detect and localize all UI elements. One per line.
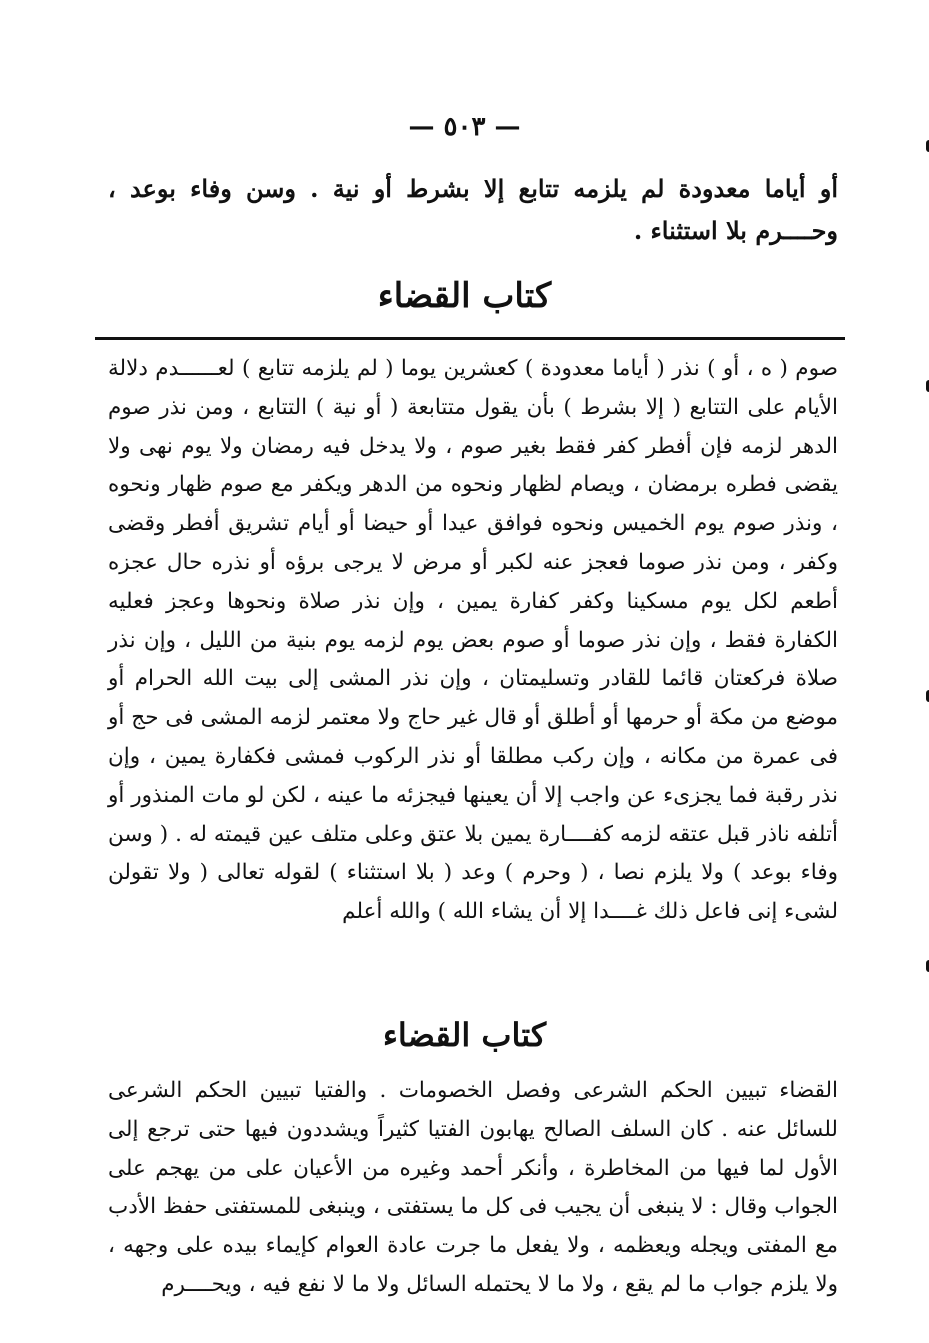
- commentary-text: صوم ( ه ، أو ) نذر ( أياما معدودة ) كعشرين يوما ( لم يلزمه تتابع ) لعــــــدم دلالة الأيام على التتابع ( إلا بشرط ) بأن يقول متتابعة ( أو نية ) التتابع ، ومن نذر صوم الدهر لزمه فإن أفطر كفر فقط بغير صوم ، ولا يدخل فيه رمضان ولا يوم نهى ولا يقضى فطره برمضان ، ويصام لظهار ونحوه من الدهر ويكفر مع صوم ظهار ونحوه ، ونذر صوم يوم الخميس ونحوه فوافق عيدا أو حيضا أو أيام تشريق أفطر وقضى وكفر ، ومن نذر صوما فعجز عنه لكبر أو مرض لا يرجى برؤه أو نذره حال عجزه أطعم لكل يوم مسكينا وكفر كفارة يمين ، وإن نذر صلاة ونحوها وعجز فعليه الكفارة فقط ، وإن نذر صوما أو صوم بعض يوم لزمه يوم بنية من الليل ، وإن نذر صلاة فركعتان قائما للقادر وتسليمتان ، وإن نذر المشى إلى بيت الله الحرام أو موضع من مكة أو حرمها أو أطلق أو قال غير حاج ولا معتمر لزمه المشى فى حج أو فى عمرة من مكانه ، وإن ركب مطلقا أو نذر الركوب فمشى فكفارة يمين ، وإن نذر رقبة فما يجزىء عن واجب إلا أن يعينها فيجزئه ما عينه ، لكن لو مات المنذور أو أتلفه ناذر قبل عتقه لزمه كفــــارة يمين بلا عتق وعلى متلف عين قيمته له . ( وسن وفاء بوعد ) ولا يلزم نصا ، ( وحرم ) وعد ( بلا استثناء ) لقوله تعالى ( ولا تقولن لشىء إنى فاعل ذلك غــــدا إلا أن يشاء الله ) والله أعلم: [108, 356, 838, 925]
- page-number: — ٥٠٣ —: [408, 112, 521, 142]
- chapter-heading: كتاب القضاء: [382, 1016, 547, 1054]
- matn-text: أو أياما معدودة لم يلزمه تتابع إلا بشرط أو نية . وسن وفاء بوعد ، وحــــرم بلا استثناء .: [108, 174, 838, 245]
- chapter-body-text: القضاء تبيين الحكم الشرعى وفصل الخصومات . والفتيا تبيين الحكم الشرعى للسائل عنه . كان السلف الصالح يهابون الفتيا كثيراً ويشددون فيها حتى ترجع إلى الأول لما فيها من المخاطرة ، وأنكر أحمد وغيره من الأعيان على من يهجم على الجواب وقال : لا ينبغى أن يجيب فى كل ما يستفتى ، وينبغى للمستفتى حفظ الأدب مع المفتى ويجله ويعظمه ، ولا يفعل ما جرت عادة العوام كإيماء بيده على وجهه ، ولا يلزم جواب ما لم يقع ، ولا ما لا يحتمله السائل ولا ما لا نفع فيه ، ويحــــرم: [108, 1078, 838, 1297]
- horizontal-rule: [95, 337, 845, 340]
- section-heading: كتاب القضاء: [377, 276, 552, 316]
